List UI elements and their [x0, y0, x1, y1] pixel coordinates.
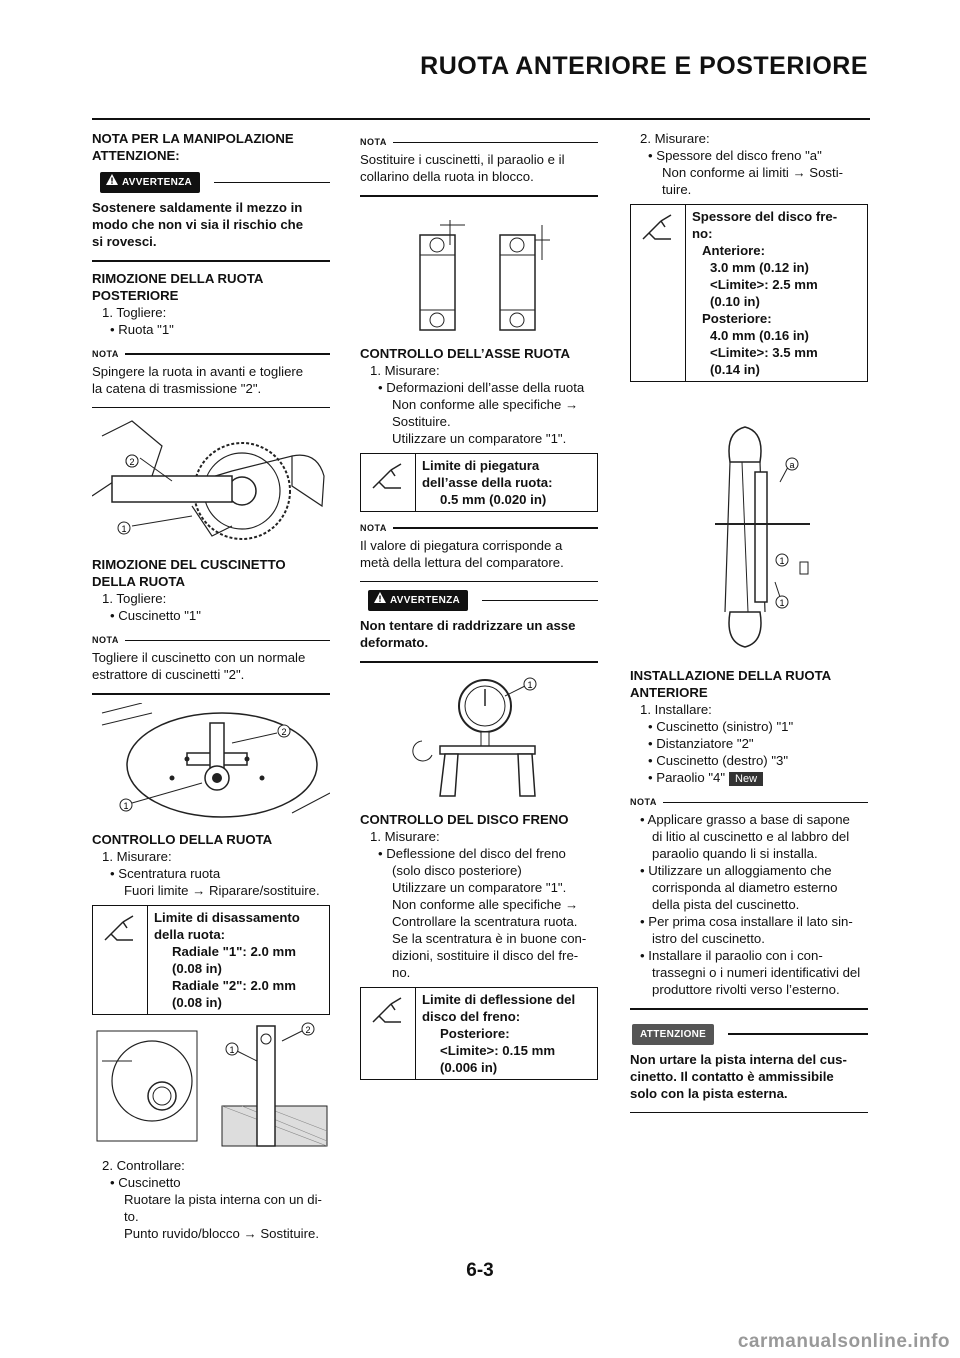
spec-text: Anteriore:	[702, 243, 766, 258]
nota-text: di litio al cuscinetto e al labbro del	[652, 829, 850, 844]
section-heading: ANTERIORE	[630, 685, 708, 700]
page-number: 6-3	[466, 1260, 494, 1281]
body-text: Fuori limite → Riparare/sostituire.	[124, 882, 320, 898]
caution-text: cinetto. Il contatto è ammissibile	[630, 1068, 834, 1084]
bullet-text: • Scentratura ruota	[110, 865, 221, 881]
new-badge: New	[729, 772, 763, 786]
body-text: Utilizzare un comparatore "1".	[392, 430, 567, 446]
figure-axle-dial-gauge	[360, 671, 598, 805]
spec-wrench-icon	[631, 205, 686, 381]
nota-text: la catena di trasmissione "2".	[92, 380, 262, 396]
spec-text: (0.08 in)	[172, 994, 222, 1010]
nota-text: istro del cuscinetto.	[652, 931, 765, 946]
body-text: Non conforme alle specifiche →	[392, 396, 579, 412]
bullet-text: • Ruota "1"	[110, 321, 174, 337]
nota-text: della pista del cuscinetto.	[652, 897, 800, 912]
column-2	[360, 130, 598, 1084]
callout-1: 1	[779, 598, 785, 608]
spec-text: Radiale "2": 2.0 mm	[172, 977, 296, 993]
nota-header: NOTA	[92, 632, 330, 649]
caution-text: Non urtare la pista interna del cus-	[630, 1051, 847, 1067]
warning-text: Sostenere saldamente il mezzo in	[92, 200, 303, 215]
nota-text: paraolio quando li si installa.	[652, 846, 818, 861]
figure-bearing-puller	[92, 703, 330, 825]
warning-text: Non tentare di raddrizzare un asse	[360, 618, 576, 633]
spec-text: Posteriore:	[702, 311, 772, 326]
body-text: Controllare la scentratura ruota.	[392, 913, 578, 929]
body-text: Utilizzare un comparatore "1".	[392, 879, 567, 895]
spec-text: no:	[692, 226, 713, 241]
spec-text: Posteriore:	[440, 1025, 510, 1041]
bullet-text: • Spessore del disco freno "a"	[648, 148, 822, 163]
callout-2: 2	[129, 457, 135, 467]
spec-text: Spessore del disco fre-	[692, 209, 838, 224]
nota-text: • Per prima cosa installare il lato sin-	[640, 914, 853, 929]
step-text: 1. Misurare:	[102, 848, 172, 864]
nota-text: trassegni o i numeri identificativi del	[652, 965, 861, 980]
caution-badge: ATTENZIONE	[632, 1024, 714, 1045]
bullet-text: • Cuscinetto (destro) "3"	[648, 753, 789, 768]
spec-wrench-icon	[361, 454, 416, 511]
figure-wheel-chain	[92, 416, 330, 550]
figure-disc-thickness	[630, 412, 868, 661]
step-text: 1. Togliere:	[102, 591, 167, 606]
spec-wrench-icon	[93, 906, 148, 1014]
spec-text: (0.08 in)	[172, 960, 222, 976]
spec-text: dell’asse della ruota:	[422, 474, 553, 490]
nota-header: NOTA	[630, 794, 868, 811]
body-text: Sostituire.	[392, 413, 451, 429]
warning-badge	[100, 172, 200, 193]
body-text: tuire.	[662, 182, 692, 197]
spec-text: (0.14 in)	[710, 362, 760, 377]
spec-box	[92, 905, 330, 1015]
warning-text: modo che non vi sia il rischio che	[92, 217, 304, 232]
spec-text: della ruota:	[154, 926, 226, 942]
section-heading: DELLA RUOTA	[92, 574, 186, 589]
warning-text: deformato.	[360, 635, 429, 650]
spec-text: 3.0 mm (0.12 in)	[710, 260, 809, 275]
warning-header	[100, 172, 330, 193]
warning-text: si rovesci.	[92, 234, 157, 249]
nota-text: Spingere la ruota in avanti e togliere	[92, 363, 304, 379]
body-text: Ruotare la pista interna con un di-	[124, 1191, 322, 1207]
section-heading: INSTALLAZIONE DELLA RUOTA	[630, 668, 832, 683]
spec-text: <Limite>: 3.5 mm	[710, 345, 818, 360]
callout-1: 1	[527, 679, 533, 690]
nota-text: corrisponda al diametro esterno	[652, 880, 838, 895]
callout-1: 1	[779, 556, 785, 566]
title-rule	[92, 118, 870, 120]
bullet-text: • Deflessione del disco del freno	[378, 845, 566, 861]
nota-text: metà della lettura del comparatore.	[360, 554, 564, 570]
page-title: RUOTA ANTERIORE E POSTERIORE	[420, 52, 868, 80]
spec-text: (0.006 in)	[440, 1059, 498, 1075]
spec-text: Limite di piegatura	[422, 457, 540, 473]
column-3	[630, 130, 868, 1121]
spec-text: <Limite>: 2.5 mm	[710, 277, 818, 292]
spec-text: Radiale "1": 2.0 mm	[172, 943, 296, 959]
spec-box	[360, 453, 598, 512]
bullet-text: • Cuscinetto "1"	[110, 608, 201, 623]
step-text: 1. Togliere:	[102, 304, 167, 320]
bullet-text: • Paraolio "4" New	[630, 769, 868, 786]
step-text: 1. Misurare:	[370, 828, 440, 844]
spec-text: disco del freno:	[422, 1008, 521, 1024]
callout-a: a	[789, 460, 795, 470]
step-text: 1. Installare:	[640, 702, 712, 717]
warning-triangle-icon	[374, 592, 386, 609]
spec-text: (0.10 in)	[710, 294, 760, 309]
nota-header: NOTA	[92, 346, 330, 363]
spec-wrench-icon	[361, 988, 416, 1079]
spec-box	[630, 204, 868, 382]
warning-label: AVVERTENZA	[122, 177, 193, 188]
body-text: Punto ruvido/blocco → Sostituire.	[124, 1225, 319, 1241]
section-heading: CONTROLLO DELLA RUOTA	[92, 831, 273, 847]
nota-text: • Utilizzare un alloggiamento che	[640, 863, 832, 878]
section-heading: ATTENZIONE:	[92, 148, 180, 163]
spec-text: Limite di disassamento	[154, 909, 300, 925]
nota-text: • Installare il paraolio con i con-	[640, 948, 823, 963]
nota-text: produttore rivolti verso l’esterno.	[652, 982, 840, 997]
warning-badge	[368, 590, 468, 611]
body-text: Se la scentratura è in buone con-	[392, 930, 587, 946]
nota-text: Il valore di piegatura corrisponde a	[360, 537, 563, 553]
column-1	[92, 130, 330, 1242]
body-text: Non conforme alle specifiche →	[392, 896, 579, 912]
spec-text: 0.5 mm (0.020 in)	[440, 491, 547, 507]
warning-triangle-icon	[106, 174, 118, 191]
step-text: 2. Controllare:	[102, 1157, 185, 1173]
step-text: 2. Misurare:	[640, 131, 710, 146]
nota-text: collarino della ruota in blocco.	[360, 169, 534, 184]
section-heading: NOTA PER LA MANIPOLAZIONE	[92, 131, 294, 146]
bullet-text: • Distanziatore "2"	[648, 736, 754, 751]
spec-text: Limite di deflessione del	[422, 991, 576, 1007]
step-text: 1. Misurare:	[370, 362, 440, 378]
callout-1: 1	[229, 1044, 235, 1055]
nota-text: estrattore di cuscinetti "2".	[92, 667, 245, 682]
body-text: (solo disco posteriore)	[392, 862, 522, 878]
section-heading: CONTROLLO DEL DISCO FRENO	[360, 811, 569, 827]
section-heading: CONTROLLO DELL’ASSE RUOTA	[360, 345, 571, 361]
bullet-text: • Cuscinetto (sinistro) "1"	[648, 719, 794, 734]
bullet-text: • Deformazioni dell’asse della ruota	[378, 379, 585, 395]
caution-text: solo con la pista esterna.	[630, 1085, 788, 1101]
warning-label: AVVERTENZA	[390, 595, 461, 606]
nota-text: Togliere il cuscinetto con un normale	[92, 650, 306, 665]
body-text: Non conforme ai limiti → Sosti-	[662, 165, 844, 180]
caution-header	[632, 1024, 868, 1045]
watermark: carmanualsonline.info	[737, 1331, 950, 1352]
nota-header: NOTA	[360, 520, 598, 537]
section-heading: RIMOZIONE DELLA RUOTA	[92, 270, 264, 286]
nota-text: • Applicare grasso a base di sapone	[640, 812, 850, 827]
warning-header	[368, 590, 598, 611]
callout-1: 1	[123, 800, 129, 811]
figure-bearings	[360, 205, 598, 339]
callout-1: 1	[121, 524, 127, 534]
nota-header: NOTA	[360, 134, 598, 151]
section-heading: POSTERIORE	[92, 287, 179, 303]
body-text: to.	[124, 1208, 139, 1224]
section-heading: RIMOZIONE DEL CUSCINETTO	[92, 557, 286, 572]
spec-text: <Limite>: 0.15 mm	[440, 1042, 556, 1058]
callout-2: 2	[305, 1024, 311, 1035]
body-text: dizioni, sostituire il disco del fre-	[392, 947, 579, 963]
nota-text: Sostituire i cuscinetti, il paraolio e il	[360, 152, 565, 167]
spec-text: 4.0 mm (0.16 in)	[710, 328, 809, 343]
bullet-text: • Cuscinetto	[110, 1174, 181, 1190]
callout-2: 2	[281, 726, 287, 737]
spec-box	[360, 987, 598, 1080]
body-text: no.	[392, 964, 411, 980]
figure-runout-check	[92, 1021, 330, 1151]
